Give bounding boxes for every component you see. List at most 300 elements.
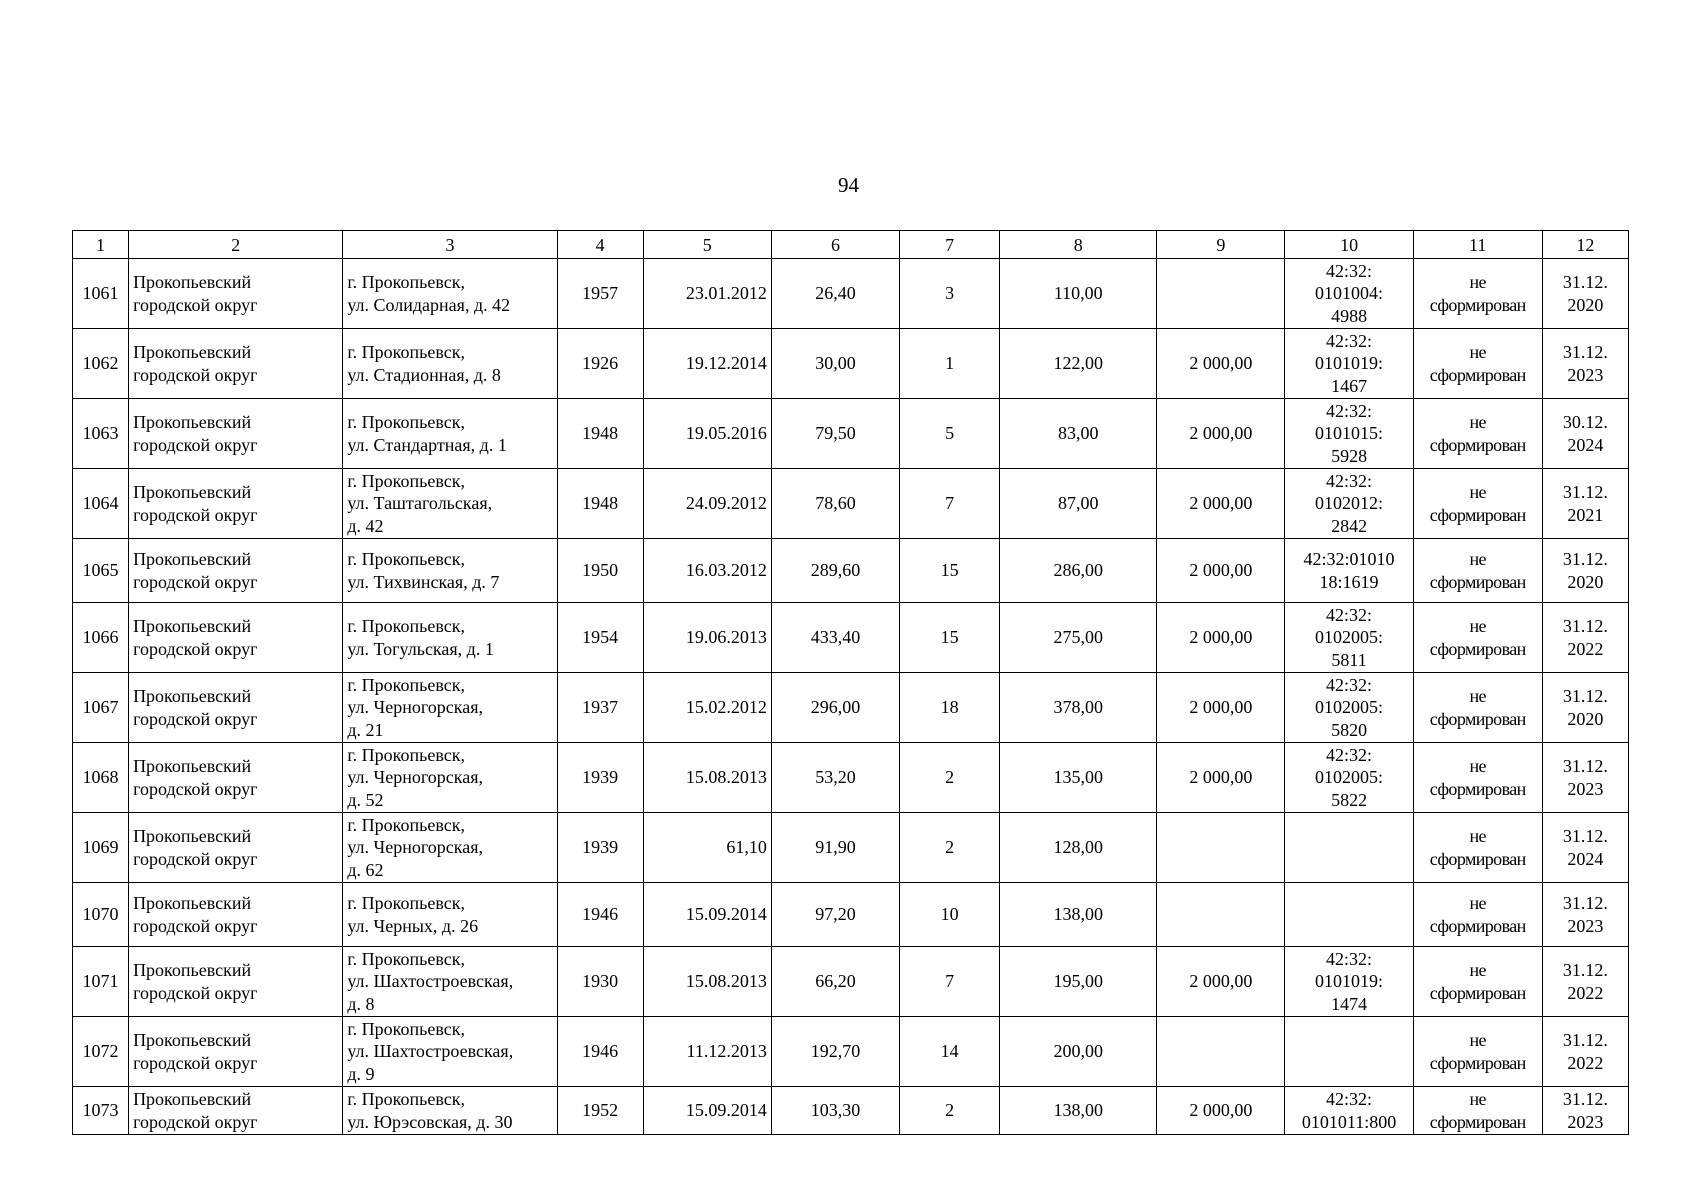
cell-line: Прокопьевский (133, 549, 252, 569)
cell-line: 2022 (1567, 1052, 1604, 1073)
cell-residents: 2 (900, 1087, 1000, 1135)
cell-line: ул. Черногорская, (347, 837, 484, 858)
cell-land-area: 128,00 (1000, 813, 1157, 883)
cell-line: 2024 (1567, 848, 1604, 869)
cell-residents: 10 (900, 883, 1000, 947)
cell-status (1413, 673, 1542, 743)
cell-deadline (1542, 329, 1628, 399)
column-header: 12 (1542, 231, 1628, 259)
cell-date: 24.09.2012 (643, 469, 771, 539)
cell-line: 42:32: (1326, 470, 1373, 491)
cell-number: 1064 (73, 469, 129, 539)
cell-number: 1065 (73, 539, 129, 603)
cell-area: 53,20 (771, 743, 899, 813)
cell-deadline (1542, 259, 1628, 329)
cell-amount (1157, 259, 1285, 329)
cell-line: 31.12. (1562, 549, 1608, 569)
cell-land-area: 286,00 (1000, 539, 1157, 603)
cell-area: 30,00 (771, 329, 899, 399)
cell-address (343, 603, 557, 673)
cell-line: 2020 (1567, 571, 1604, 592)
cell-line: ул. Тихвинская, д. 7 (347, 571, 500, 592)
cell-amount: 2 000,00 (1157, 947, 1285, 1017)
cell-cadastral-number (1285, 539, 1413, 603)
cell-line: сформирован (1429, 1052, 1526, 1073)
cell-amount: 2 000,00 (1157, 539, 1285, 603)
cell-date: 19.05.2016 (643, 399, 771, 469)
cell-deadline (1542, 469, 1628, 539)
column-header: 6 (771, 231, 899, 259)
cell-line: 0101015: (1315, 423, 1384, 444)
cell-line: не (1469, 893, 1486, 913)
cell-line: Прокопьевский (133, 412, 252, 432)
cell-line: городской округ (133, 1052, 258, 1073)
cell-amount: 2 000,00 (1157, 469, 1285, 539)
cell-year: 1957 (557, 259, 643, 329)
cell-year: 1939 (557, 813, 643, 883)
cell-line: 5928 (1331, 445, 1368, 466)
cell-district (129, 399, 343, 469)
cell-line: г. Прокопьевск, (347, 412, 465, 432)
cell-district (129, 259, 343, 329)
cell-line: д. 42 (347, 515, 384, 536)
cell-line: 42:32: (1326, 948, 1373, 969)
cell-number: 1071 (73, 947, 129, 1017)
cell-line: 31.12. (1562, 960, 1608, 980)
cell-line: 31.12. (1562, 826, 1608, 846)
cell-line: 31.12. (1562, 342, 1608, 362)
cell-line: 2023 (1567, 778, 1604, 799)
cell-line: 2023 (1567, 364, 1604, 385)
cell-deadline (1542, 1017, 1628, 1087)
cell-line: не (1469, 482, 1486, 502)
cell-date: 19.06.2013 (643, 603, 771, 673)
cell-line: г. Прокопьевск, (347, 1089, 465, 1109)
cell-line: не (1469, 960, 1486, 980)
cell-district (129, 743, 343, 813)
page-number: 94 (838, 173, 859, 197)
cell-year: 1950 (557, 539, 643, 603)
cell-line: Прокопьевский (133, 482, 252, 502)
cell-line: 0102012: (1315, 493, 1384, 514)
cell-number: 1069 (73, 813, 129, 883)
table-header (73, 231, 1629, 259)
cell-area: 97,20 (771, 883, 899, 947)
cell-line: ул. Юрэсовская, д. 30 (347, 1111, 513, 1132)
cell-land-area: 122,00 (1000, 329, 1157, 399)
cell-area: 103,30 (771, 1087, 899, 1135)
cell-line: 0102005: (1315, 697, 1384, 718)
cell-line: 0102005: (1315, 627, 1384, 648)
cell-line: д. 62 (347, 859, 384, 880)
cell-residents: 15 (900, 539, 1000, 603)
cell-cadastral-number (1285, 1087, 1413, 1135)
cell-district (129, 813, 343, 883)
cell-status (1413, 603, 1542, 673)
cell-line: не (1469, 1030, 1486, 1050)
cell-residents: 2 (900, 743, 1000, 813)
cell-number: 1061 (73, 259, 129, 329)
cell-line: 0101019: (1315, 353, 1384, 374)
cell-line: сформирован (1429, 364, 1526, 385)
table-row (73, 399, 1629, 469)
cell-year: 1948 (557, 469, 643, 539)
cell-deadline (1542, 539, 1628, 603)
cell-line: сформирован (1429, 294, 1526, 315)
cell-district (129, 1087, 343, 1135)
column-header: 10 (1285, 231, 1413, 259)
cell-land-area: 378,00 (1000, 673, 1157, 743)
cell-cadastral-number (1285, 399, 1413, 469)
cell-line: не (1469, 342, 1486, 362)
cell-line: 31.12. (1562, 482, 1608, 502)
cell-line: сформирован (1429, 915, 1526, 936)
table-row (73, 743, 1629, 813)
cell-line: 42:32: (1326, 604, 1373, 625)
cell-address (343, 259, 557, 329)
cell-line: 2020 (1567, 294, 1604, 315)
cell-line: не (1469, 272, 1486, 292)
cell-residents: 3 (900, 259, 1000, 329)
cell-status (1413, 743, 1542, 813)
cell-residents: 7 (900, 469, 1000, 539)
cell-address (343, 469, 557, 539)
cell-residents: 18 (900, 673, 1000, 743)
cell-status (1413, 1087, 1542, 1135)
cell-deadline (1542, 947, 1628, 1017)
cell-line: городской округ (133, 364, 258, 385)
cell-status (1413, 329, 1542, 399)
cell-deadline (1542, 1087, 1628, 1135)
cell-deadline (1542, 399, 1628, 469)
cell-address (343, 673, 557, 743)
cell-deadline (1542, 883, 1628, 947)
cell-line: 2022 (1567, 982, 1604, 1003)
cell-land-area: 83,00 (1000, 399, 1157, 469)
table-row (73, 469, 1629, 539)
cell-line: г. Прокопьевск, (347, 616, 465, 636)
cell-date: 11.12.2013 (643, 1017, 771, 1087)
cell-line: д. 52 (347, 789, 384, 810)
cell-cadastral-number (1285, 1017, 1413, 1087)
cell-year: 1946 (557, 883, 643, 947)
cell-area: 91,90 (771, 813, 899, 883)
cell-address (343, 883, 557, 947)
cell-line: ул. Шахтостроевская, (347, 971, 514, 992)
cell-line: 2023 (1567, 915, 1604, 936)
cell-line: г. Прокопьевск, (347, 272, 465, 292)
cell-line: 31.12. (1562, 1030, 1608, 1050)
cell-cadastral-number (1285, 603, 1413, 673)
cell-line: 31.12. (1562, 1089, 1608, 1109)
cell-line: 1467 (1331, 375, 1368, 396)
cell-area: 192,70 (771, 1017, 899, 1087)
cell-area: 296,00 (771, 673, 899, 743)
cell-line: сформирован (1429, 504, 1526, 525)
cell-line: 5811 (1331, 649, 1367, 670)
cell-line: 31.12. (1562, 756, 1608, 776)
cell-line: Прокопьевский (133, 893, 252, 913)
cell-year: 1954 (557, 603, 643, 673)
cell-line: ул. Черногорская, (347, 767, 484, 788)
cell-residents: 15 (900, 603, 1000, 673)
cell-line: сформирован (1429, 434, 1526, 455)
cell-line: г. Прокопьевск, (347, 549, 465, 569)
cell-status (1413, 399, 1542, 469)
cell-line: 2022 (1567, 638, 1604, 659)
cell-line: 0101011:800 (1301, 1111, 1397, 1132)
cell-amount: 2 000,00 (1157, 743, 1285, 813)
cell-line: 42:32: (1326, 400, 1373, 421)
cell-area: 79,50 (771, 399, 899, 469)
cell-line: ул. Таштагольская, (347, 493, 493, 514)
cell-line: сформирован (1429, 1111, 1526, 1132)
cell-line: г. Прокопьевск, (347, 814, 465, 835)
cell-district (129, 539, 343, 603)
cell-number: 1070 (73, 883, 129, 947)
cell-line: городской округ (133, 1111, 258, 1132)
cell-area: 433,40 (771, 603, 899, 673)
cell-district (129, 1017, 343, 1087)
cell-cadastral-number (1285, 813, 1413, 883)
cell-line: сформирован (1429, 708, 1526, 729)
cell-year: 1937 (557, 673, 643, 743)
cell-residents: 14 (900, 1017, 1000, 1087)
cell-residents: 1 (900, 329, 1000, 399)
cell-line: 2023 (1567, 1111, 1604, 1132)
cell-number: 1063 (73, 399, 129, 469)
cell-line: городской округ (133, 915, 258, 936)
cell-date: 15.09.2014 (643, 883, 771, 947)
cell-district (129, 329, 343, 399)
cell-number: 1073 (73, 1087, 129, 1135)
cell-district (129, 603, 343, 673)
cell-date: 19.12.2014 (643, 329, 771, 399)
cell-address (343, 743, 557, 813)
cell-district (129, 673, 343, 743)
cell-cadastral-number (1285, 947, 1413, 1017)
cell-date: 16.03.2012 (643, 539, 771, 603)
cell-line: не (1469, 826, 1486, 846)
cell-line: г. Прокопьевск, (347, 948, 465, 969)
cell-residents: 2 (900, 813, 1000, 883)
cell-address (343, 1087, 557, 1135)
table-row (73, 883, 1629, 947)
table-row (73, 539, 1629, 603)
cell-line: ул. Черных, д. 26 (347, 915, 479, 936)
cell-number: 1072 (73, 1017, 129, 1087)
cell-line: ул. Стандартная, д. 1 (347, 434, 507, 455)
cell-status (1413, 469, 1542, 539)
cell-district (129, 469, 343, 539)
cell-number: 1062 (73, 329, 129, 399)
column-header: 2 (129, 231, 343, 259)
cell-line: г. Прокопьевск, (347, 674, 465, 695)
cell-line: не (1469, 412, 1486, 432)
cell-address (343, 329, 557, 399)
cell-line: д. 8 (347, 993, 375, 1014)
cell-district (129, 883, 343, 947)
cell-district (129, 947, 343, 1017)
cell-line: не (1469, 549, 1486, 569)
cell-land-area: 138,00 (1000, 883, 1157, 947)
cell-residents: 5 (900, 399, 1000, 469)
cell-line: 31.12. (1562, 686, 1608, 706)
cell-amount (1157, 1017, 1285, 1087)
cell-line: Прокопьевский (133, 1089, 252, 1109)
cell-line: сформирован (1429, 982, 1526, 1003)
cell-line: ул. Тогульская, д. 1 (347, 638, 494, 659)
cell-line: 31.12. (1562, 616, 1608, 636)
registry-table (72, 230, 1629, 1135)
cell-year: 1952 (557, 1087, 643, 1135)
cell-line: 0101004: (1315, 283, 1384, 304)
cell-line: 5822 (1331, 789, 1368, 810)
cell-line: городской округ (133, 848, 258, 869)
cell-land-area: 200,00 (1000, 1017, 1157, 1087)
cell-line: ул. Черногорская, (347, 697, 484, 718)
cell-line: городской округ (133, 778, 258, 799)
cell-line: городской округ (133, 638, 258, 659)
cell-line: Прокопьевский (133, 826, 252, 846)
cell-cadastral-number (1285, 329, 1413, 399)
cell-line: городской округ (133, 571, 258, 592)
cell-line: не (1469, 756, 1486, 776)
cell-amount: 2 000,00 (1157, 399, 1285, 469)
cell-line: д. 21 (347, 719, 384, 740)
cell-line: ул. Солидарная, д. 42 (347, 294, 511, 315)
cell-address (343, 539, 557, 603)
cell-line: 2020 (1567, 708, 1604, 729)
cell-line: сформирован (1429, 778, 1526, 799)
cell-year: 1926 (557, 329, 643, 399)
cell-area: 289,60 (771, 539, 899, 603)
cell-line: 5820 (1331, 719, 1368, 740)
cell-date: 15.08.2013 (643, 947, 771, 1017)
cell-line: не (1469, 616, 1486, 636)
column-header: 7 (900, 231, 1000, 259)
cell-line: 42:32:01010 (1303, 549, 1395, 569)
cell-line: г. Прокопьевск, (347, 342, 465, 362)
cell-status (1413, 1017, 1542, 1087)
cell-land-area: 138,00 (1000, 1087, 1157, 1135)
cell-line: ул. Стадионная, д. 8 (347, 364, 501, 385)
cell-line: Прокопьевский (133, 756, 252, 776)
header-row (73, 231, 1629, 259)
cell-line: 2021 (1567, 504, 1604, 525)
column-header: 4 (557, 231, 643, 259)
cell-line: г. Прокопьевск, (347, 744, 465, 765)
cell-year: 1948 (557, 399, 643, 469)
cell-line: Прокопьевский (133, 272, 252, 292)
cell-date: 23.01.2012 (643, 259, 771, 329)
cell-status (1413, 883, 1542, 947)
table-row (73, 673, 1629, 743)
cell-amount (1157, 813, 1285, 883)
cell-amount: 2 000,00 (1157, 1087, 1285, 1135)
cell-amount: 2 000,00 (1157, 329, 1285, 399)
cell-year: 1939 (557, 743, 643, 813)
cell-line: 42:32: (1326, 330, 1373, 351)
cell-line: сформирован (1429, 638, 1526, 659)
cell-amount: 2 000,00 (1157, 603, 1285, 673)
cell-line: городской округ (133, 708, 258, 729)
cell-line: 42:32: (1326, 260, 1373, 281)
cell-residents: 7 (900, 947, 1000, 1017)
cell-line: городской округ (133, 294, 258, 315)
cell-line: 4988 (1331, 305, 1368, 326)
cell-year: 1930 (557, 947, 643, 1017)
cell-status (1413, 813, 1542, 883)
cell-deadline (1542, 603, 1628, 673)
cell-address (343, 399, 557, 469)
table-row (73, 947, 1629, 1017)
cell-line: 18:1619 (1319, 571, 1379, 592)
cell-line: 42:32: (1326, 1089, 1373, 1109)
cell-address (343, 1017, 557, 1087)
column-header: 3 (343, 231, 557, 259)
cell-address (343, 813, 557, 883)
cell-cadastral-number (1285, 469, 1413, 539)
cell-status (1413, 539, 1542, 603)
cell-line: городской округ (133, 982, 258, 1003)
cell-number: 1066 (73, 603, 129, 673)
cell-line: не (1469, 1089, 1486, 1109)
cell-deadline (1542, 813, 1628, 883)
table-row (73, 259, 1629, 329)
cell-line: 1474 (1331, 993, 1368, 1014)
cell-line: Прокопьевский (133, 960, 252, 980)
cell-amount: 2 000,00 (1157, 673, 1285, 743)
cell-date: 61,10 (643, 813, 771, 883)
cell-area: 26,40 (771, 259, 899, 329)
cell-land-area: 110,00 (1000, 259, 1157, 329)
cell-amount (1157, 883, 1285, 947)
column-header: 11 (1413, 231, 1542, 259)
cell-line: г. Прокопьевск, (347, 1018, 465, 1039)
cell-line: 31.12. (1562, 272, 1608, 292)
cell-date: 15.08.2013 (643, 743, 771, 813)
table-row (73, 1087, 1629, 1135)
cell-line: 2024 (1567, 434, 1604, 455)
cell-line: Прокопьевский (133, 616, 252, 636)
cell-line: городской округ (133, 434, 258, 455)
cell-status (1413, 947, 1542, 1017)
cell-line: сформирован (1429, 848, 1526, 869)
column-header: 1 (73, 231, 129, 259)
cell-line: д. 9 (347, 1063, 375, 1084)
cell-line: 42:32: (1326, 674, 1373, 695)
cell-deadline (1542, 673, 1628, 743)
cell-line: 31.12. (1562, 893, 1608, 913)
table-row (73, 1017, 1629, 1087)
cell-line: 0101019: (1315, 971, 1384, 992)
cell-land-area: 87,00 (1000, 469, 1157, 539)
cell-number: 1068 (73, 743, 129, 813)
cell-date: 15.02.2012 (643, 673, 771, 743)
cell-line: сформирован (1429, 571, 1526, 592)
column-header: 8 (1000, 231, 1157, 259)
cell-address (343, 947, 557, 1017)
cell-line: ул. Шахтостроевская, (347, 1041, 514, 1062)
column-header: 5 (643, 231, 771, 259)
cell-land-area: 195,00 (1000, 947, 1157, 1017)
table-row (73, 603, 1629, 673)
cell-line: Прокопьевский (133, 1030, 252, 1050)
cell-line: 0102005: (1315, 767, 1384, 788)
cell-line: г. Прокопьевск, (347, 893, 465, 913)
cell-year: 1946 (557, 1017, 643, 1087)
